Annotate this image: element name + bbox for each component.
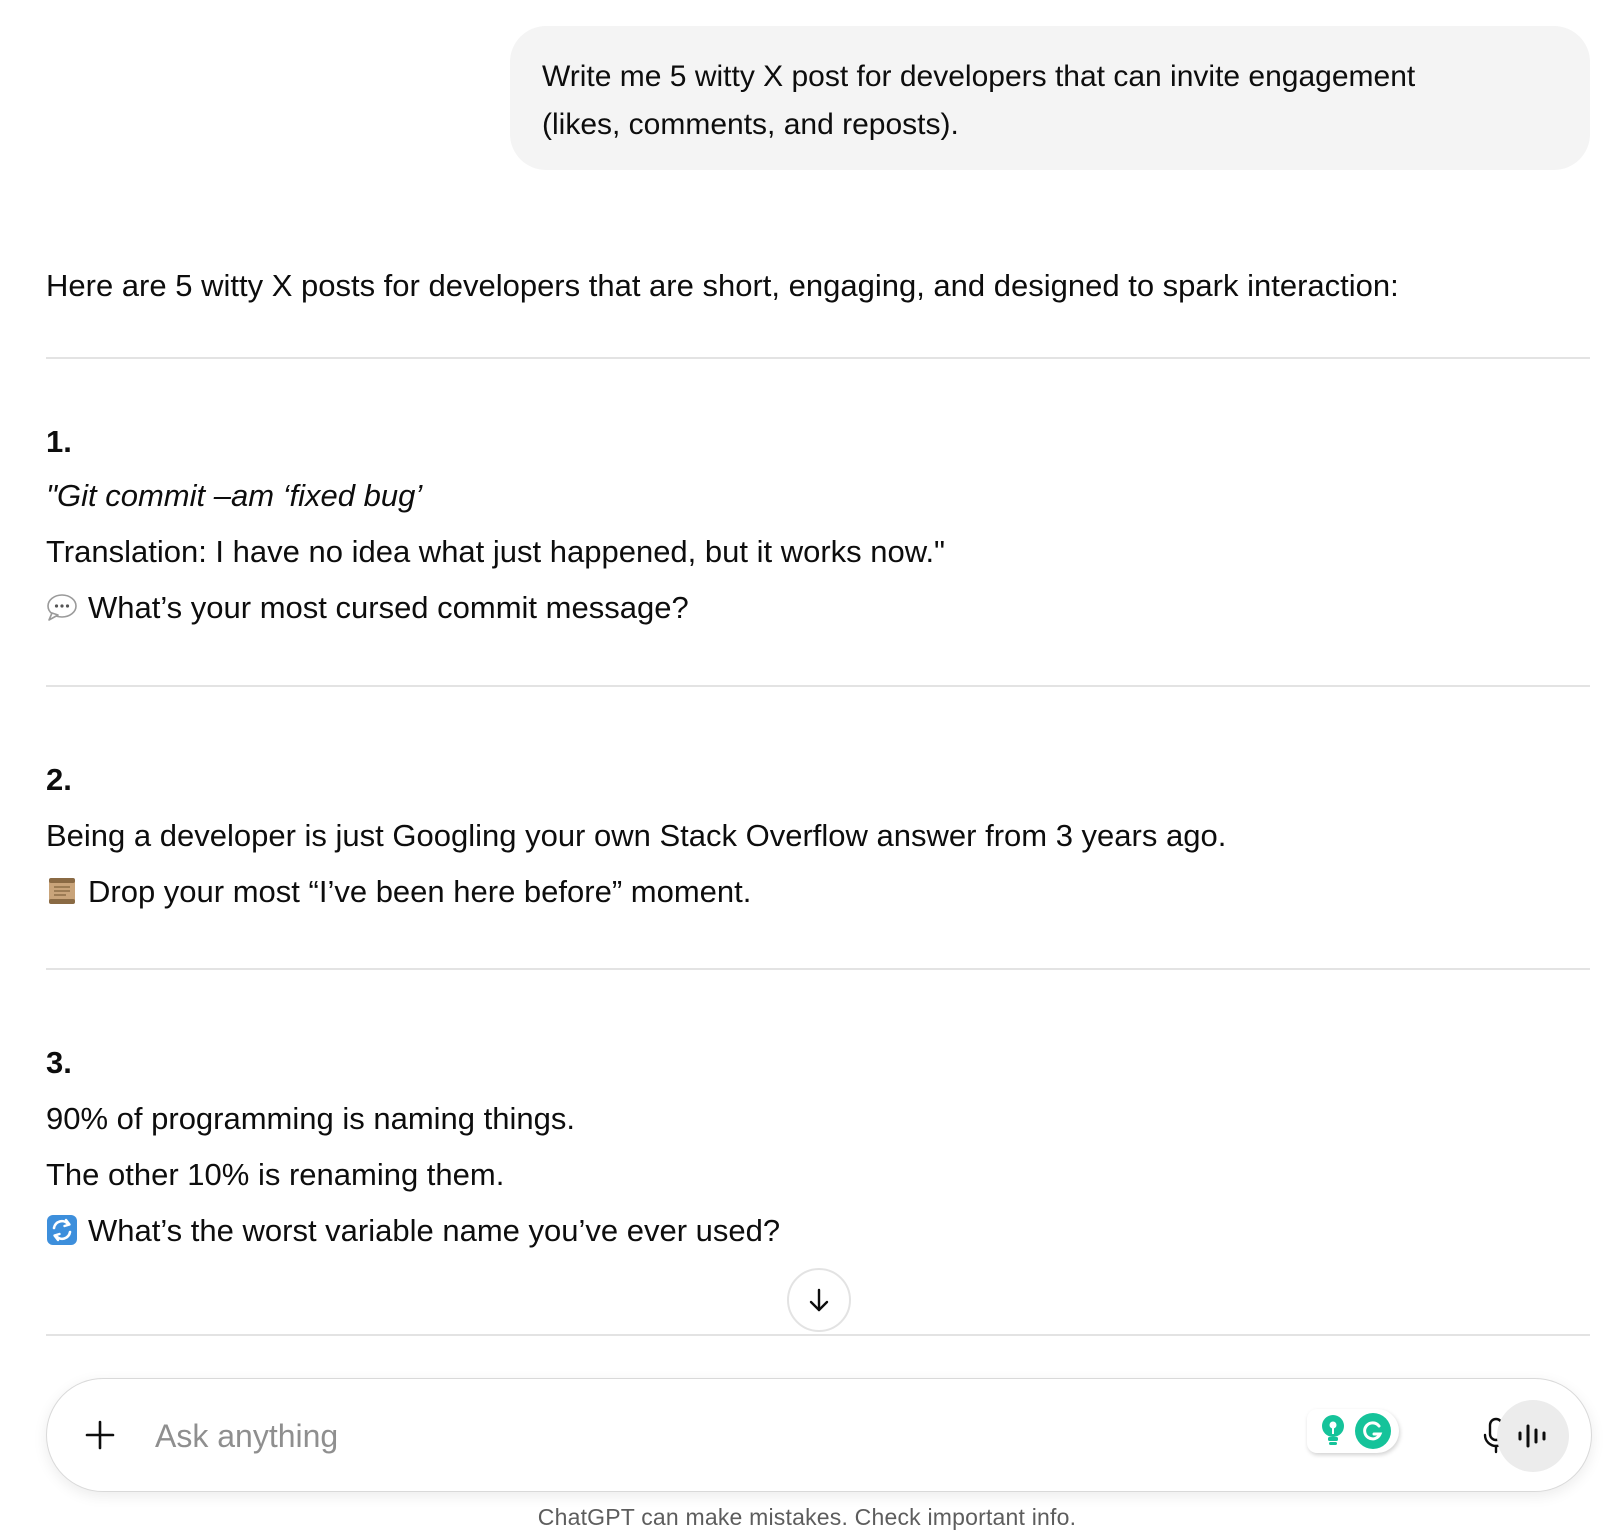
speech-bubble-icon bbox=[46, 591, 78, 623]
post-line: Being a developer is just Googling your own Stack Overflow answer from 3 years ago. bbox=[46, 818, 1227, 853]
post-prompt bbox=[46, 586, 689, 630]
post-prompt bbox=[46, 870, 751, 914]
post-line: The other 10% is renaming them. bbox=[46, 1157, 505, 1192]
post-line: 90% of programming is naming things. bbox=[46, 1101, 575, 1136]
assistant-intro: Here are 5 witty X posts for developers that are short, engaging, and designed to spark interaction: bbox=[46, 268, 1399, 303]
disclaimer-text: ChatGPT can make mistakes. Check important info. bbox=[537, 1504, 1077, 1530]
post-prompt bbox=[46, 1209, 780, 1253]
user-message-line-2: (likes, comments, and reposts). bbox=[542, 108, 959, 141]
scroll-icon bbox=[46, 875, 78, 907]
plus-icon bbox=[83, 1418, 117, 1452]
voice-waveform-icon bbox=[1516, 1421, 1550, 1451]
post-prompt-text: What’s your most cursed commit message? bbox=[88, 590, 689, 625]
divider bbox=[46, 685, 1590, 687]
scroll-to-bottom-button[interactable] bbox=[787, 1268, 851, 1332]
post-prompt-text: Drop your most “I’ve been here before” moment. bbox=[88, 874, 752, 909]
voice-mode-button[interactable] bbox=[1497, 1400, 1569, 1472]
post-number: 3. bbox=[46, 1045, 72, 1080]
post-line: Translation: I have no idea what just happened, but it works now." bbox=[46, 534, 946, 569]
lightbulb-icon bbox=[1319, 1413, 1347, 1449]
repeat-icon bbox=[46, 1214, 78, 1246]
user-message-line-1: Write me 5 witty X post for developers that can invite engagement bbox=[542, 60, 1416, 93]
divider bbox=[46, 357, 1590, 359]
divider bbox=[46, 1334, 1590, 1336]
prompt-input[interactable] bbox=[155, 1413, 1215, 1459]
post-line: "Git commit –am ‘fixed bug’ bbox=[46, 478, 423, 513]
grammarly-widget[interactable] bbox=[1307, 1409, 1399, 1453]
post-number: 2. bbox=[46, 762, 72, 797]
message-composer bbox=[46, 1378, 1592, 1492]
post-number: 1. bbox=[46, 424, 72, 459]
attach-button[interactable] bbox=[77, 1412, 123, 1458]
divider bbox=[46, 968, 1590, 970]
grammarly-icon bbox=[1355, 1413, 1391, 1449]
post-prompt-text: What’s the worst variable name you’ve ever used? bbox=[88, 1213, 781, 1248]
user-message-bubble bbox=[510, 26, 1590, 170]
arrow-down-icon bbox=[804, 1285, 834, 1315]
